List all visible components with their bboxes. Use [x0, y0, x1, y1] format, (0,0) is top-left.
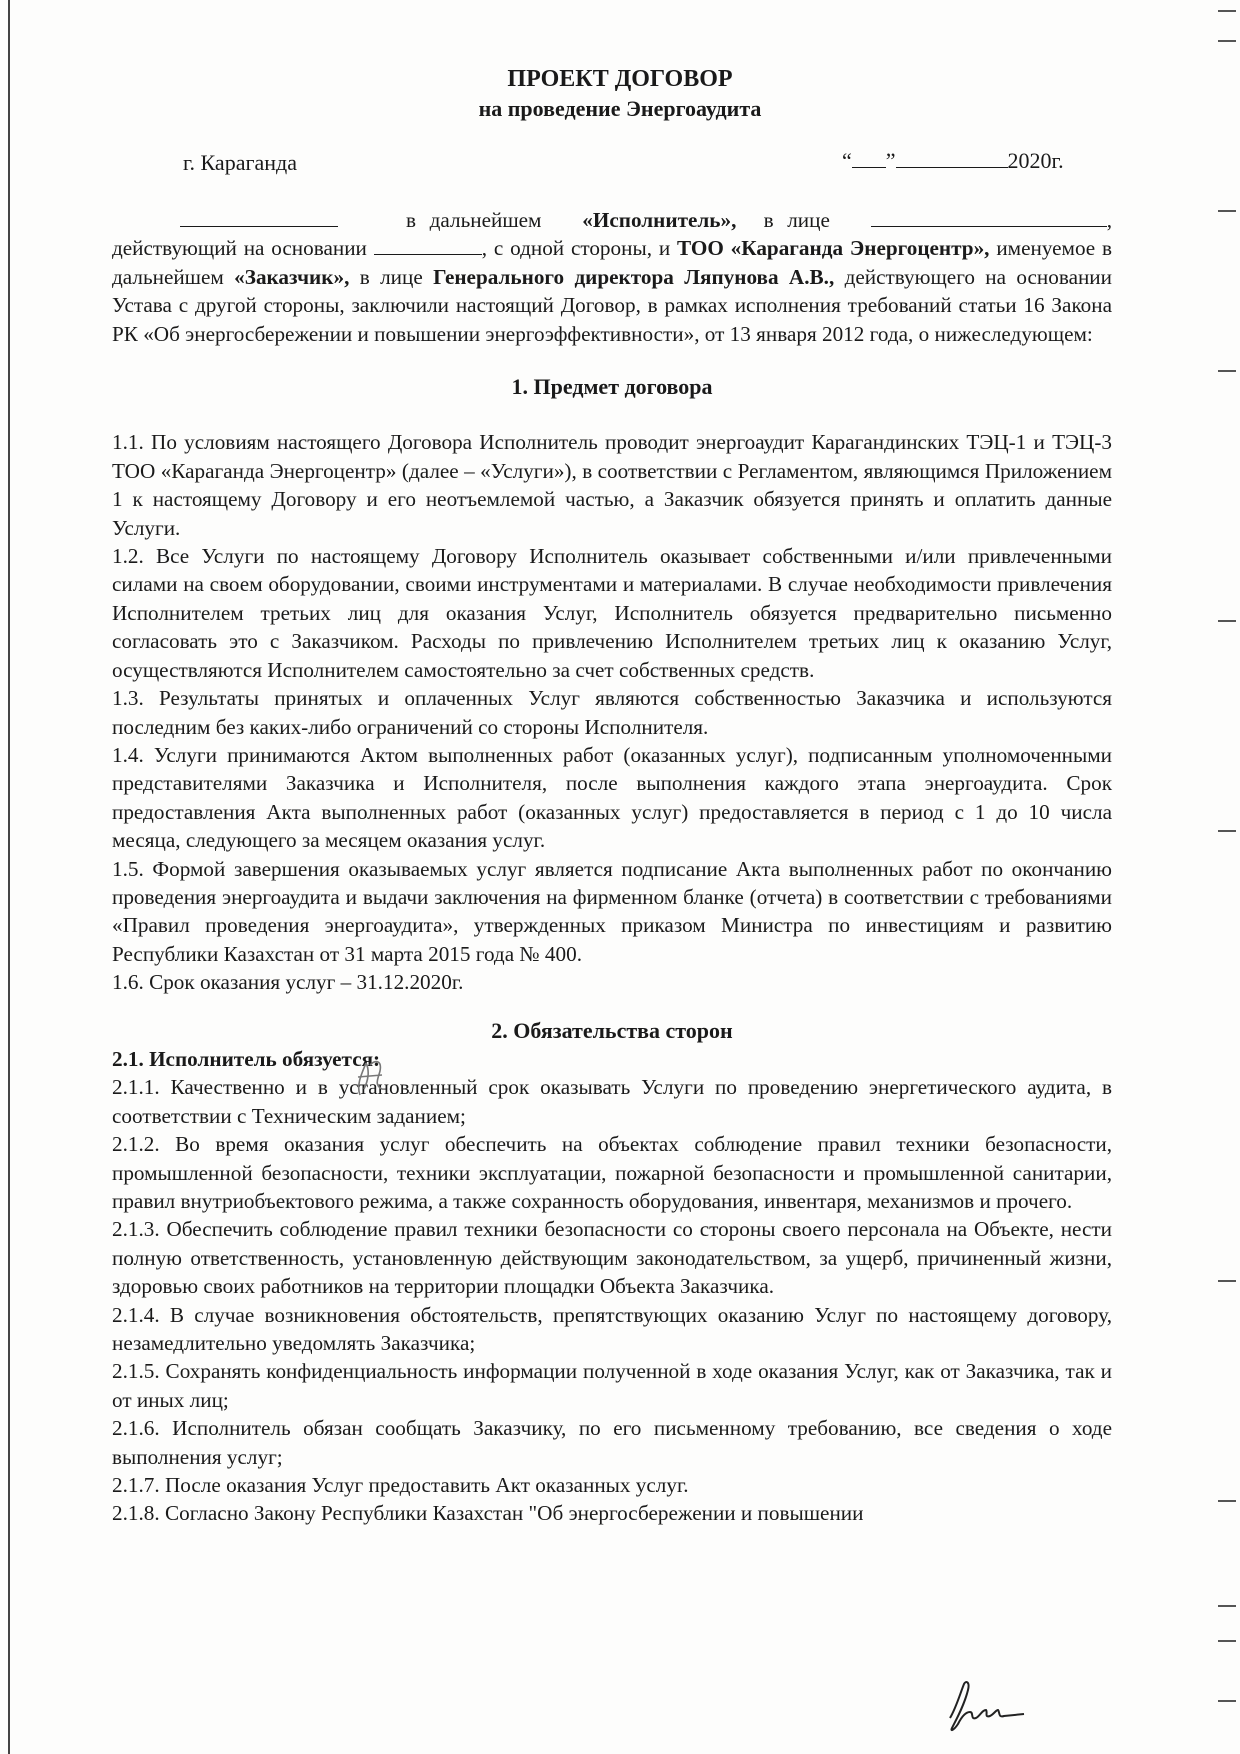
clause-2-1-5: 2.1.5. Сохранять конфиденциальность информации полученной в ходе оказания Услуг, как от Заказчика, так и от иных лиц; [112, 1359, 1112, 1412]
date-line [842, 148, 1064, 174]
clause-2-1-3: 2.1.3. Обеспечить соблюдение правил техники безопасности со стороны своего персонала на Объекте, нести полную ответственность, установленную действующим законодательством, за ущерб, причиненный жизни, здоровью своих работников на территории площадки Объекта Заказчика. [112, 1217, 1112, 1299]
date-quote-open: “ [842, 148, 852, 173]
clause-1-2: 1.2. Все Услуги по настоящему Договору Исполнитель оказывает собственными и/или привлеченными силами на своем оборудовании, своими инструментами и материалами. В случае необходимости привлечения Исполнителем третьих лиц для оказания Услуг, Исполнитель обязуется предварительно письменно согласовать это с Заказчиком. Расходы по привлечению Исполнителем третьих лиц к оказанию Услуг, осуществляются Исполнителем самостоятельно за счет собственных средств. [112, 544, 1112, 682]
preamble-text-2: в лице [763, 208, 830, 232]
clause-2-1-7: 2.1.7. После оказания Услуг предоставить Акт оказанных услуг. [112, 1473, 689, 1498]
date-month-blank [896, 149, 1008, 168]
customer-director: Генерального директора Ляпунова А.В., [433, 264, 835, 289]
preamble-text-4: , с одной стороны, и [481, 236, 671, 261]
executor-basis-blank [374, 236, 482, 255]
preamble-text-7: действующего на основании Устава с другой стороны, заключили настоящий Договор, в рамках исполнения требований статьи 16 Закона РК «Об энергосбережении и повышении энергоэффективности», от 13 января 2012 года, о нижеследующем: [112, 264, 1112, 346]
handwritten-mark [352, 1055, 402, 1101]
date-day-blank [852, 149, 886, 168]
preamble-text-6: в лице [359, 264, 423, 289]
preamble-text-3: действующий на основании [112, 236, 367, 261]
customer-term: «Заказчик», [234, 264, 350, 289]
clause-1-5: 1.5. Формой завершения оказываемых услуг является подписание Акта выполненных работ по окончанию проведения энергоаудита и выдачи заключения на фирменном бланке (отчета) в соответствии с требованиями «Правил проведения энергоаудита», утвержденных приказом Министра по инвестициям и развитию Республики Казахстан от 31 марта 2015 года № 400. [112, 856, 1112, 966]
section-2-heading: 2. Обязательства сторон [491, 1017, 733, 1043]
date-year: 2020г. [1007, 148, 1064, 173]
preamble-text-5: именуемое в дальнейшем [112, 236, 1113, 289]
section-1-heading: 1. Предмет договора [511, 374, 713, 400]
clause-1-1: 1.1. По условиям настоящего Договора Исполнитель проводит энергоаудит Карагандинских ТЭЦ-1 и ТЭЦ-3 ТОО «Караганда Энергоцентр» (далее – «Услуги»), в соответствии с Регламентом, являющимся Приложением 1 к настоящему Договору и его неотъемлемой частью, а Заказчик обязуется принять и оплатить данные Услуги. [112, 430, 1112, 540]
preamble: в дальнейшем «Исполнитель», в лице , действующий на основании , с одной стороны, и ТОО «Караганда Энергоцентр», именуемое в дальнейшем «Заказчик», в лице Генерального директора Ляпунова А.В., действующего на основании Устава с другой стороны, заключили настоящий Договор, в рамках исполнения требований статьи 16 Закона РК «Об энергосбережении и повышении энергоэффективности», от 13 января 2012 года, о нижеследующем: [112, 208, 1113, 346]
date-quote-close: ” [885, 148, 896, 173]
section-2-1-heading: 2.1. Исполнитель обязуется: [112, 1046, 381, 1071]
clause-2-1-1: 2.1.1. Качественно и в установленный срок оказывать Услуги по проведению энергетического аудита, в соответствии с Техническим заданием; [112, 1075, 1112, 1128]
signature-initials [940, 1678, 1030, 1734]
scan-right-edge [1210, 0, 1240, 1754]
document-subtitle: на проведение Энергоаудита [478, 96, 762, 121]
executor-rep-blank [871, 208, 1107, 227]
preamble-text-1: в дальнейшем [406, 208, 542, 232]
contract-body [112, 206, 1112, 1528]
executor-name-blank [180, 208, 338, 227]
scan-left-edge [0, 0, 14, 1754]
clause-2-1-6: 2.1.6. Исполнитель обязан сообщать Заказчику, по его письменному требованию, все сведения о ходе выполнения услуг; [112, 1416, 1112, 1469]
clause-1-6: 1.6. Срок оказания услуг – 31.12.2020г. [112, 970, 464, 995]
clause-2-1-8: 2.1.8. Согласно Закону Республики Казахстан "Об энергосбережении и повышении [112, 1501, 864, 1526]
clause-2-1-2: 2.1.2. Во время оказания услуг обеспечить на объектах соблюдение правил техники безопасности, промышленной безопасности, техники эксплуатации, пожарной безопасности и промышленной санитарии, правил внутриобъектового режима, а также сохранность оборудования, инвентаря, механизмов и прочего. [112, 1132, 1112, 1213]
customer-organization: ТОО «Караганда Энергоцентр», [677, 236, 990, 261]
executor-term: «Исполнитель», [582, 208, 737, 232]
clause-1-3: 1.3. Результаты принятых и оплаченных Услуг являются собственностью Заказчика и используются последним без каких-либо ограничений со стороны Исполнителя. [112, 686, 1112, 739]
clause-1-4: 1.4. Услуги принимаются Актом выполненных работ (оказанных услуг), подписанным уполномоченными представителями Заказчика и Исполнителя, после выполнения каждого этапа энергоаудита. Срок предоставления Акта выполненных работ (оказанных услуг) предоставляется в период с 1 до 10 числа месяца, следующего за месяцем оказания услуг. [112, 742, 1112, 853]
clause-2-1-4: 2.1.4. В случае возникновения обстоятельств, препятствующих оказанию Услуг по настоящему договору, незамедлительно уведомлять Заказчика; [112, 1302, 1112, 1356]
document-title: ПРОЕКТ ДОГОВОР [507, 66, 733, 92]
city: г. Караганда [183, 150, 297, 175]
